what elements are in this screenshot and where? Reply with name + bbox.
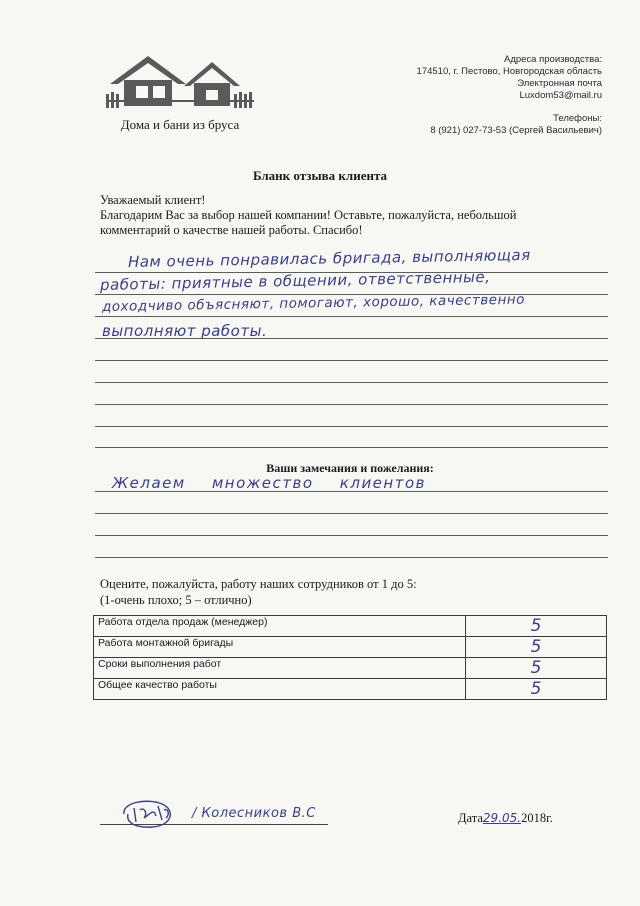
rating-label: Сроки выполнения работ: [94, 658, 466, 679]
table-row: [94, 679, 607, 700]
rating-score: 5: [466, 658, 607, 679]
address-label: Адреса производства:: [503, 54, 602, 65]
phones-label: Телефоны:: [553, 113, 602, 124]
handwritten-remarks: Желаем множество клиентов: [112, 474, 426, 492]
comment-rule: [95, 360, 608, 361]
comment-rule: [95, 382, 608, 383]
handwritten-comment-line: Нам очень понравилась бригада, выполняющая: [127, 245, 531, 271]
rating-label: Работа монтажной бригады: [94, 637, 466, 658]
rating-label: Общее качество работы: [94, 679, 466, 700]
email-label: Электронная почта: [517, 78, 602, 89]
email-value: Luxdom53@mail.ru: [519, 90, 602, 101]
phones-value: 8 (921) 027-73-53 (Сергей Васильевич): [430, 125, 602, 136]
rating-intro-line-1: Оцените, пожалуйста, работу наших сотрудников от 1 до 5:: [100, 577, 417, 591]
remarks-rule: [95, 513, 608, 514]
remarks-title: Ваши замечания и пожелания:: [266, 461, 434, 475]
signature-name: / Колесников В.С: [192, 806, 316, 821]
remarks-rule: [95, 557, 608, 558]
greeting-line-1: Уважаемый клиент!: [100, 193, 206, 207]
handwritten-comment-line: выполняют работы.: [102, 322, 268, 340]
ratings-table: [93, 615, 607, 700]
comment-rule: [95, 447, 608, 448]
greeting-line-3: комментарий о качестве нашей работы. Спасибо!: [100, 223, 363, 237]
handwritten-comment-line: доходчиво объясняют, помогают, хорошо, качественно: [101, 291, 526, 315]
date-value: 29.05.: [482, 811, 522, 825]
rating-intro: [100, 576, 417, 608]
greeting-line-2: Благодарим Вас за выбор нашей компании! Оставьте, пожалуйста, небольшой: [100, 208, 517, 222]
table-row: [94, 637, 607, 658]
form-title: Бланк отзыва клиента: [252, 168, 388, 183]
rating-score: 5: [466, 637, 607, 658]
date-suffix: 2018г.: [521, 811, 553, 825]
table-row: [94, 616, 607, 637]
comment-rule: [95, 404, 608, 405]
signature-line: [100, 824, 328, 825]
rating-score: 5: [466, 616, 607, 637]
greeting-text: [100, 193, 580, 238]
address-value: 174510, г. Пестово, Новгородская область: [416, 66, 602, 77]
signature-scribble-icon: [118, 796, 180, 832]
comment-rule: [95, 426, 608, 427]
comment-rule: [95, 316, 608, 317]
date-field: [458, 811, 553, 826]
date-label: Дата: [458, 811, 483, 825]
rating-label: Работа отдела продаж (менеджер): [94, 616, 466, 637]
handwritten-comment-line: работы: приятные в общении, ответственные,: [99, 267, 491, 294]
rating-score: 5: [466, 679, 607, 700]
remarks-rule: [95, 535, 608, 536]
logo-houses-icon: [106, 50, 254, 110]
contacts-block: [417, 54, 602, 137]
rating-intro-line-2: (1-очень плохо; 5 – отлично): [100, 593, 252, 607]
brand-name: Дома и бани из бруса: [120, 117, 240, 132]
table-row: [94, 658, 607, 679]
